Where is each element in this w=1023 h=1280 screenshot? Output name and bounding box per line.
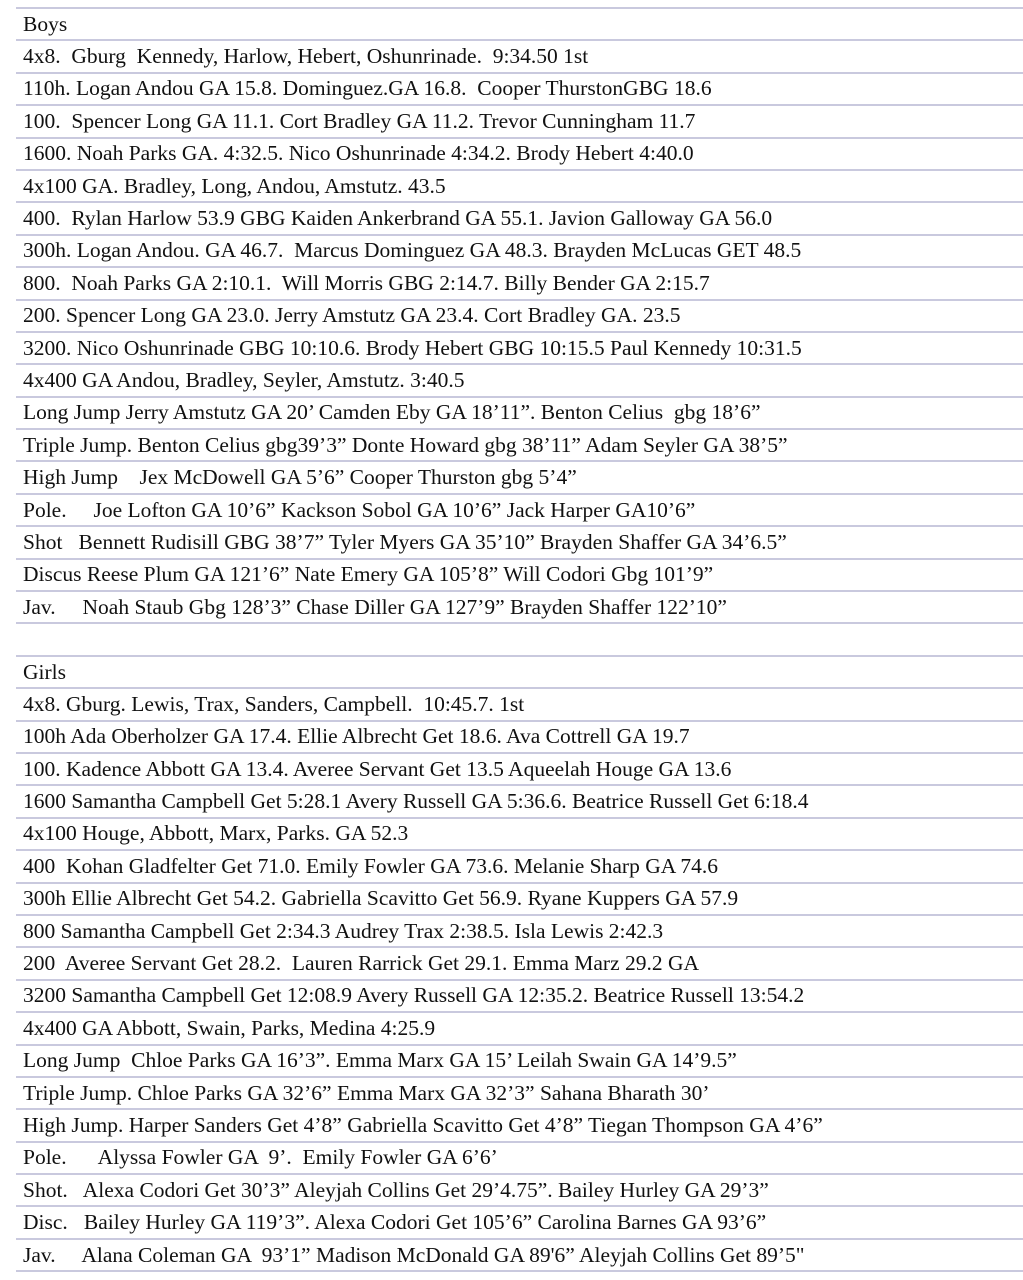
boys-result-row: Jav. Noah Staub Gbg 128’3” Chase Diller GA 127’9” Brayden Shaffer 122’10” [16,592,1023,624]
boys-result-row: Long Jump Jerry Amstutz GA 20’ Camden Eby GA 18’11”. Benton Celius gbg 18’6” [16,398,1023,430]
boys-result-row: 300h. Logan Andou. GA 46.7. Marcus Dominguez GA 48.3. Brayden McLucas GET 48.5 [16,236,1023,268]
girls-result-row: 4x400 GA Abbott, Swain, Parks, Medina 4:25.9 [16,1013,1023,1045]
girls-result-row: 300h Ellie Albrecht Get 54.2. Gabriella Scavitto Get 56.9. Ryane Kuppers GA 57.9 [16,884,1023,916]
girls-result-row: Long Jump Chloe Parks GA 16’3”. Emma Marx GA 15’ Leilah Swain GA 14’9.5” [16,1046,1023,1078]
boys-result-row: 4x400 GA Andou, Bradley, Seyler, Amstutz. 3:40.5 [16,365,1023,397]
girls-result-row: Pole. Alyssa Fowler GA 9’. Emily Fowler GA 6’6’ [16,1143,1023,1175]
girls-result-row: 200 Averee Servant Get 28.2. Lauren Rarrick Get 29.1. Emma Marz 29.2 GA [16,948,1023,980]
boys-result-row: 3200. Nico Oshunrinade GBG 10:10.6. Brody Hebert GBG 10:15.5 Paul Kennedy 10:31.5 [16,333,1023,365]
spacer-row [16,624,1023,656]
boys-result-row: Discus Reese Plum GA 121’6” Nate Emery GA 105’8” Will Codori Gbg 101’9” [16,560,1023,592]
girls-result-row: 1600 Samantha Campbell Get 5:28.1 Avery Russell GA 5:36.6. Beatrice Russell Get 6:18.4 [16,786,1023,818]
girls-result-row: 100. Kadence Abbott GA 13.4. Averee Servant Get 13.5 Aqueelah Houge GA 13.6 [16,754,1023,786]
girls-result-row: High Jump. Harper Sanders Get 4’8” Gabriella Scavitto Get 4’8” Tiegan Thompson GA 4’6” [16,1110,1023,1142]
girls-result-row: 4x100 Houge, Abbott, Marx, Parks. GA 52.3 [16,819,1023,851]
boys-result-row: 200. Spencer Long GA 23.0. Jerry Amstutz GA 23.4. Cort Bradley GA. 23.5 [16,301,1023,333]
boys-result-row: Pole. Joe Lofton GA 10’6” Kackson Sobol GA 10’6” Jack Harper GA10’6” [16,495,1023,527]
boys-results [16,41,1023,624]
boys-result-row: 4x100 GA. Bradley, Long, Andou, Amstutz. 43.5 [16,171,1023,203]
girls-result-row: Jav. Alana Coleman GA 93’1” Madison McDonald GA 89'6” Aleyjah Collins Get 89’5" [16,1240,1023,1272]
boys-result-row: Shot Bennett Rudisill GBG 38’7” Tyler Myers GA 35’10” Brayden Shaffer GA 34’6.5” [16,527,1023,559]
girls-header: Girls [16,657,1023,689]
results-sheet [16,7,1023,1272]
girls-result-row: Shot. Alexa Codori Get 30’3” Aleyjah Collins Get 29’4.75”. Bailey Hurley GA 29’3” [16,1175,1023,1207]
girls-result-row: Triple Jump. Chloe Parks GA 32’6” Emma Marx GA 32’3” Sahana Bharath 30’ [16,1078,1023,1110]
boys-result-row: 110h. Logan Andou GA 15.8. Dominguez.GA 16.8. Cooper ThurstonGBG 18.6 [16,74,1023,106]
girls-result-row: 800 Samantha Campbell Get 2:34.3 Audrey Trax 2:38.5. Isla Lewis 2:42.3 [16,916,1023,948]
boys-result-row: High Jump Jex McDowell GA 5’6” Cooper Thurston gbg 5’4” [16,462,1023,494]
girls-results [16,689,1023,1272]
boys-result-row: 400. Rylan Harlow 53.9 GBG Kaiden Ankerbrand GA 55.1. Javion Galloway GA 56.0 [16,203,1023,235]
boys-result-row: Triple Jump. Benton Celius gbg39’3” Donte Howard gbg 38’11” Adam Seyler GA 38’5” [16,430,1023,462]
girls-result-row: 100h Ada Oberholzer GA 17.4. Ellie Albrecht Get 18.6. Ava Cottrell GA 19.7 [16,722,1023,754]
boys-header: Boys [16,9,1023,41]
boys-result-row: 1600. Noah Parks GA. 4:32.5. Nico Oshunrinade 4:34.2. Brody Hebert 4:40.0 [16,139,1023,171]
girls-result-row: 4x8. Gburg. Lewis, Trax, Sanders, Campbell. 10:45.7. 1st [16,689,1023,721]
girls-result-row: 400 Kohan Gladfelter Get 71.0. Emily Fowler GA 73.6. Melanie Sharp GA 74.6 [16,851,1023,883]
girls-result-row: Disc. Bailey Hurley GA 119’3”. Alexa Codori Get 105’6” Carolina Barnes GA 93’6” [16,1207,1023,1239]
boys-result-row: 4x8. Gburg Kennedy, Harlow, Hebert, Oshunrinade. 9:34.50 1st [16,41,1023,73]
boys-result-row: 100. Spencer Long GA 11.1. Cort Bradley GA 11.2. Trevor Cunningham 11.7 [16,106,1023,138]
boys-result-row: 800. Noah Parks GA 2:10.1. Will Morris GBG 2:14.7. Billy Bender GA 2:15.7 [16,268,1023,300]
girls-result-row: 3200 Samantha Campbell Get 12:08.9 Avery Russell GA 12:35.2. Beatrice Russell 13:54.2 [16,981,1023,1013]
